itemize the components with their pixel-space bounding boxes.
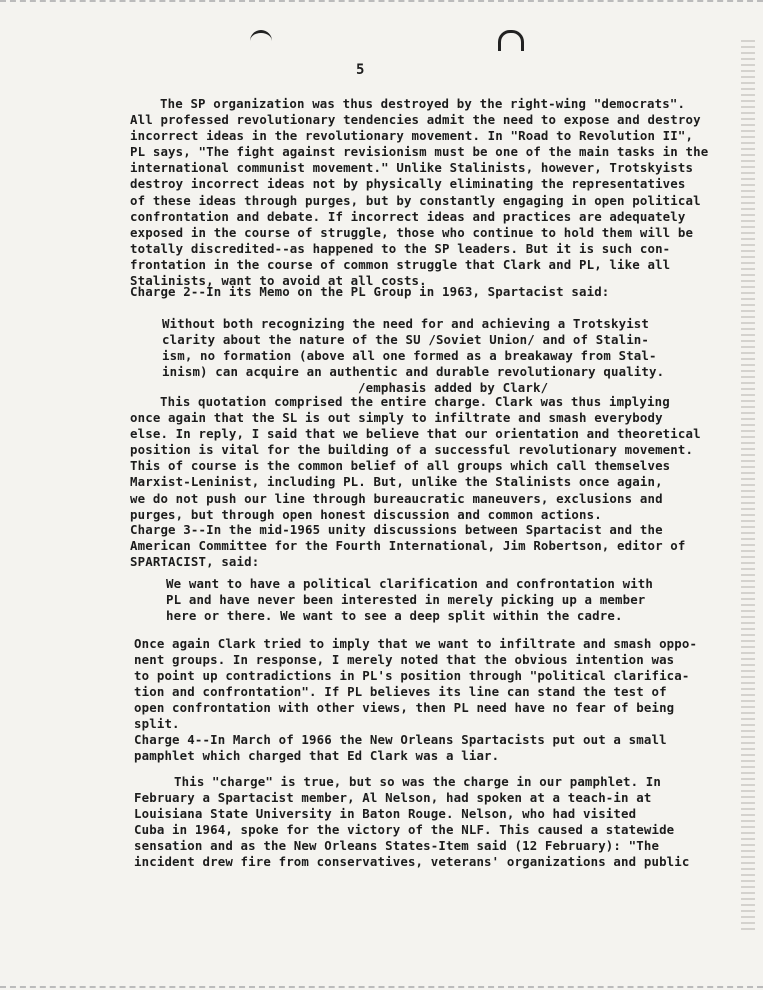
text-line: The SP organization was thus destroyed by the right-wing "democrats". — [160, 96, 686, 111]
text-line: nent groups. In response, I merely noted that the obvious intention was — [134, 652, 675, 668]
text-line: Charge 4--In March of 1966 the New Orleans Spartacists put out a small — [134, 732, 667, 747]
text-line: Cuba in 1964, spoke for the victory of the NLF. This caused a statewide — [134, 822, 675, 838]
text-line: This of course is the common belief of all groups which call themselves — [130, 458, 671, 474]
paragraph-4 — [134, 774, 690, 871]
text-line: we do not push our line through bureaucratic maneuvers, exclusions and — [130, 490, 663, 506]
text-line: This "charge" is true, but so was the charge in our pamphlet. In — [174, 774, 662, 789]
text-line: incorrect ideas in the revolutionary movement. In "Road to Revolution II", — [130, 128, 694, 144]
text-line: inism) can acquire an authentic and durable revolutionary quality. — [162, 364, 665, 380]
text-line: position is vital for the building of a successful revolutionary movement. — [130, 442, 694, 458]
text-line: American Committee for the Fourth International, Jim Robertson, editor of — [130, 538, 686, 554]
scanned-right-edge — [741, 40, 755, 930]
text-line: exposed in the course of struggle, those who continue to hold them will be — [130, 224, 694, 240]
text-line: Marxist-Leninist, including PL. But, unlike the Stalinists once again, — [130, 474, 663, 490]
text-line: destroy incorrect ideas not by physically eliminating the representatives — [130, 176, 686, 192]
text-line: international communist movement." Unlike Stalinists, however, Trotskyists — [130, 160, 694, 176]
text-line: open confrontation with other views, then PL need have no fear of being — [134, 700, 675, 716]
text-line: Louisiana State University in Baton Rouge. Nelson, who had visited — [134, 806, 637, 822]
quote-1 — [162, 316, 664, 396]
text-line: Charge 2--In its Memo on the PL Group in 1963, Spartacist said: — [130, 284, 610, 299]
page-number: 5 — [356, 62, 365, 78]
paragraph-2 — [130, 394, 701, 523]
text-line: pamphlet which charged that Ed Clark was a liar. — [134, 748, 500, 764]
punch-hole-left — [250, 30, 272, 47]
text-line: tion and confrontation". If PL believes its line can stand the test of — [134, 684, 667, 700]
text-line: sensation and as the New Orleans States-Item said (12 February): "The — [134, 838, 660, 854]
text-line: SPARTACIST, said: — [130, 554, 260, 570]
text-line: PL says, "The fight against revisionism must be one of the main tasks in the — [130, 144, 709, 160]
text-line: Without both recognizing the need for and achieving a Trotskyist — [162, 316, 650, 331]
text-line: ism, no formation (above all one formed as a breakaway from Stal- — [162, 348, 657, 364]
quote-2 — [166, 576, 653, 624]
page-top-edge — [0, 0, 763, 2]
text-line: Stalinists, want to avoid at all costs. — [130, 273, 427, 289]
text-line: clarity about the nature of the SU /Soviet Union/ and of Stalin- — [162, 332, 650, 348]
text-line: Charge 3--In the mid-1965 unity discussions between Spartacist and the — [130, 522, 663, 537]
text-line: PL and have never been interested in merely picking up a member — [166, 592, 646, 608]
punch-hole-right — [498, 30, 524, 51]
text-line: confrontation and debate. If incorrect ideas and practices are adequately — [130, 208, 686, 224]
text-line: frontation in the course of common struggle that Clark and PL, like all — [130, 256, 671, 272]
text-line: to point up contradictions in PL's position through "political clarifica- — [134, 668, 690, 684]
text-line: This quotation comprised the entire charge. Clark was thus implying — [160, 394, 670, 409]
text-line: February a Spartacist member, Al Nelson, had spoken at a teach-in at — [134, 790, 652, 806]
text-line: split. — [134, 716, 180, 732]
text-line: All professed revolutionary tendencies admit the need to expose and destroy — [130, 112, 701, 128]
charge-2-heading — [130, 284, 609, 300]
text-line: once again that the SL is out simply to infiltrate and smash everybody — [130, 410, 663, 426]
paragraph-3 — [134, 636, 697, 733]
text-line: /emphasis added by Clark/ — [358, 380, 549, 396]
text-line: incident drew fire from conservatives, veterans' organizations and public — [134, 854, 690, 870]
text-line: totally discredited--as happened to the SP leaders. But it is such con- — [130, 240, 671, 256]
page-bottom-edge — [0, 986, 763, 988]
text-line: We want to have a political clarification and confrontation with — [166, 576, 654, 591]
text-line: here or there. We want to see a deep split within the cadre. — [166, 608, 623, 624]
text-line: purges, but through open honest discussion and common actions. — [130, 506, 602, 522]
paragraph-1 — [130, 96, 708, 289]
text-line: Once again Clark tried to imply that we want to infiltrate and smash oppo- — [134, 636, 698, 651]
text-line: of these ideas through purges, but by constantly engaging in open political — [130, 192, 701, 208]
text-line: else. In reply, I said that we believe that our orientation and theoretical — [130, 426, 701, 442]
charge-4-paragraph — [134, 732, 667, 764]
charge-3-paragraph — [130, 522, 686, 570]
